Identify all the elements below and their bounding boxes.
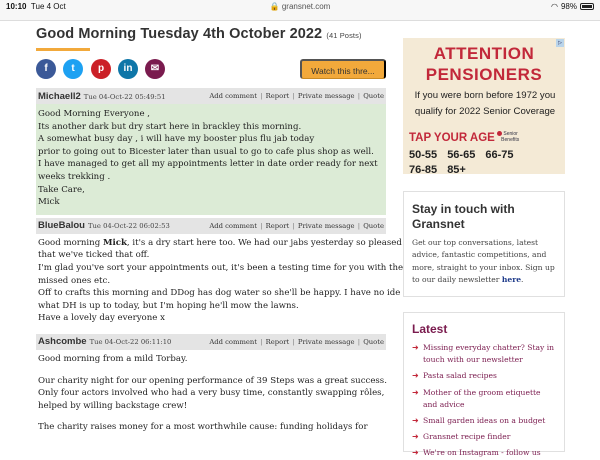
battery-percent: 98% bbox=[560, 2, 577, 11]
advertisement[interactable] bbox=[403, 38, 565, 174]
post-actions: Add comment | Report | Private message | Quote bbox=[209, 337, 384, 346]
post-line: what DH is up to today, but I'm hoping he'll mow the lawns. bbox=[38, 300, 299, 311]
post-line: Its another dark but dry start here in brackley this morning. bbox=[38, 121, 302, 132]
add-comment-link[interactable]: Add comment bbox=[209, 92, 258, 100]
latest-item[interactable]: ➜ Gransnet recipe finder bbox=[412, 431, 556, 443]
newsletter-panel bbox=[403, 191, 565, 297]
private-message-link[interactable]: Private message bbox=[297, 337, 355, 346]
facebook-share-icon[interactable]: f bbox=[36, 59, 56, 79]
status-time: 10:10 Tue 4 Oct bbox=[6, 2, 66, 11]
post bbox=[36, 334, 386, 440]
ad-headline-2: PENSIONERS bbox=[425, 65, 543, 84]
quote-link[interactable]: Quote bbox=[363, 92, 384, 100]
post-line: The charity raises money for a most worthwhile cause: funding holidays for bbox=[38, 422, 368, 433]
latest-heading: Latest bbox=[412, 322, 448, 336]
arrow-right-icon: ➜ bbox=[412, 387, 419, 397]
post-timestamp: Tue 04-Oct-22 05:49:51 bbox=[83, 92, 166, 101]
post-line: Good morning Mick, it's a dry start here too. We had our jabs yesterday so pleased bbox=[38, 237, 402, 248]
quote-link[interactable]: Quote bbox=[363, 337, 384, 346]
battery-icon bbox=[580, 3, 594, 10]
post-line: Our charity night for our opening performance of 39 Steps was a great success. bbox=[38, 375, 387, 386]
post-body bbox=[36, 350, 386, 440]
post-body bbox=[36, 234, 404, 331]
ad-cta[interactable]: TAP YOUR AGE bbox=[409, 132, 495, 144]
private-message-link[interactable]: Private message bbox=[297, 221, 355, 230]
post-line: missed ones etc. bbox=[38, 275, 111, 286]
email-share-icon[interactable]: ✉ bbox=[145, 59, 165, 79]
arrow-right-icon: ➜ bbox=[412, 432, 419, 442]
thread-column bbox=[36, 26, 404, 440]
ad-age-options-row-1[interactable]: 50-55 56-65 66-75 bbox=[409, 149, 514, 161]
post-line: Only four actors involved who had a very busy time, constantly swapping rôles, bbox=[38, 388, 385, 399]
arrow-right-icon: ➜ bbox=[412, 343, 419, 352]
newsletter-signup-link[interactable]: here bbox=[501, 275, 522, 285]
post-timestamp: Tue 04-Oct-22 06:02:53 bbox=[87, 222, 170, 231]
quote-link[interactable]: Quote bbox=[363, 221, 384, 230]
arrow-right-icon: ➜ bbox=[412, 416, 419, 426]
ad-brand-logo: Senior Benefits bbox=[497, 131, 519, 143]
mention: Mick bbox=[102, 237, 127, 248]
post-line: Take Care, bbox=[38, 184, 85, 195]
arrow-right-icon: ➜ bbox=[412, 448, 419, 458]
status-indicators bbox=[551, 2, 594, 11]
browser-divider bbox=[0, 20, 600, 21]
address-bar[interactable]: 🔒 gransnet.com bbox=[269, 2, 331, 11]
add-comment-link[interactable]: Add comment bbox=[209, 221, 258, 230]
post-line: A somewhat busy day , i will have my booster plus flu jab today bbox=[38, 134, 315, 145]
thread-title-text: Good Morning Tuesday 4th October 2022 bbox=[36, 26, 323, 42]
ad-age-options-row-2[interactable]: 76-85 85+ bbox=[409, 164, 466, 176]
private-message-link[interactable]: Private message bbox=[297, 92, 355, 100]
post-header bbox=[36, 218, 386, 234]
latest-item[interactable]: ➜ Mother of the groom etiquette and advice bbox=[412, 387, 541, 409]
post-actions: Add comment | Report | Private message | Quote bbox=[209, 221, 384, 230]
thread-title bbox=[36, 26, 386, 42]
post-header bbox=[36, 88, 386, 104]
newsletter-text: Get our top conversations, latest advice, fantastic competitions, and more, straight to your inbox. Sign up to our daily newsletter here. bbox=[412, 238, 555, 285]
post-line: helped by willing backstage crew! bbox=[38, 400, 188, 411]
post-line: that we've ticked that off. bbox=[38, 250, 150, 261]
pinterest-share-icon[interactable]: p bbox=[91, 59, 111, 79]
latest-item[interactable]: ➜ We're on Instagram - follow us bbox=[412, 447, 556, 459]
adchoices-icon[interactable]: ▷ bbox=[556, 39, 564, 47]
latest-panel bbox=[403, 312, 565, 458]
post-line: Have a lovely day everyone x bbox=[38, 313, 165, 324]
report-link[interactable]: Report bbox=[265, 221, 290, 230]
post-line: prior to going out to Bicester later than usual to go to cafe plus shop as well. bbox=[38, 146, 374, 157]
post-author[interactable]: Ashcombe bbox=[38, 336, 87, 348]
post-author[interactable]: BlueBalou bbox=[38, 220, 85, 232]
latest-item[interactable]: ➜ Missing everyday chatter? Stay in touch with our newsletter bbox=[412, 343, 555, 365]
post-line: Mick bbox=[38, 197, 60, 208]
lock-icon: 🔒 bbox=[269, 2, 280, 11]
post-line: Good Morning Everyone , bbox=[38, 109, 151, 119]
latest-list bbox=[412, 342, 556, 460]
ad-headline-1: ATTENTION bbox=[433, 44, 535, 63]
post-author[interactable]: Michaell2 bbox=[38, 90, 81, 102]
watch-thread-button[interactable]: Watch this thre... bbox=[300, 59, 386, 79]
add-comment-link[interactable]: Add comment bbox=[209, 337, 258, 346]
latest-item[interactable]: ➜ Small garden ideas on a budget bbox=[412, 415, 556, 427]
post-line: I'm glad you've sort your appointments out, it's been a testing time for you with the bbox=[38, 262, 404, 273]
share-row bbox=[36, 59, 386, 85]
latest-item[interactable]: ➜ Pasta salad recipes bbox=[412, 370, 556, 382]
post-line: Off to crafts this morning and DDog has dog water so she'll be happy. I have no ide bbox=[38, 288, 401, 299]
post-author-line bbox=[38, 220, 170, 231]
post-line: weeks trekking . bbox=[38, 171, 111, 182]
post-line: I have managed to get all my appointments letter in date order ready for next bbox=[38, 159, 378, 170]
report-link[interactable]: Report bbox=[265, 92, 290, 100]
ad-line-1: If you were born before 1972 you bbox=[414, 90, 556, 101]
wifi-icon: ◠ bbox=[551, 2, 558, 11]
post bbox=[36, 218, 404, 331]
post-body bbox=[36, 104, 386, 215]
post-actions: Add comment | Report | Private message | Quote bbox=[209, 92, 384, 100]
report-link[interactable]: Report bbox=[265, 337, 290, 346]
post-header bbox=[36, 334, 386, 350]
post-line: Good morning from a mild Torbay. bbox=[38, 353, 188, 364]
post bbox=[36, 88, 386, 215]
newsletter-heading: Stay in touch with Gransnet bbox=[412, 202, 515, 231]
linkedin-share-icon[interactable]: in bbox=[118, 59, 138, 79]
arrow-right-icon: ➜ bbox=[412, 371, 419, 381]
title-underline bbox=[36, 48, 90, 51]
post-timestamp: Tue 04-Oct-22 06:11:10 bbox=[89, 338, 172, 347]
post-author-line bbox=[38, 336, 171, 347]
twitter-share-icon[interactable]: t bbox=[63, 59, 83, 79]
ad-line-2: qualify for 2022 Senior Coverage bbox=[414, 106, 556, 117]
post-author-line bbox=[38, 91, 166, 102]
status-bar bbox=[0, 0, 600, 20]
post-count: (41 Posts) bbox=[326, 31, 362, 40]
